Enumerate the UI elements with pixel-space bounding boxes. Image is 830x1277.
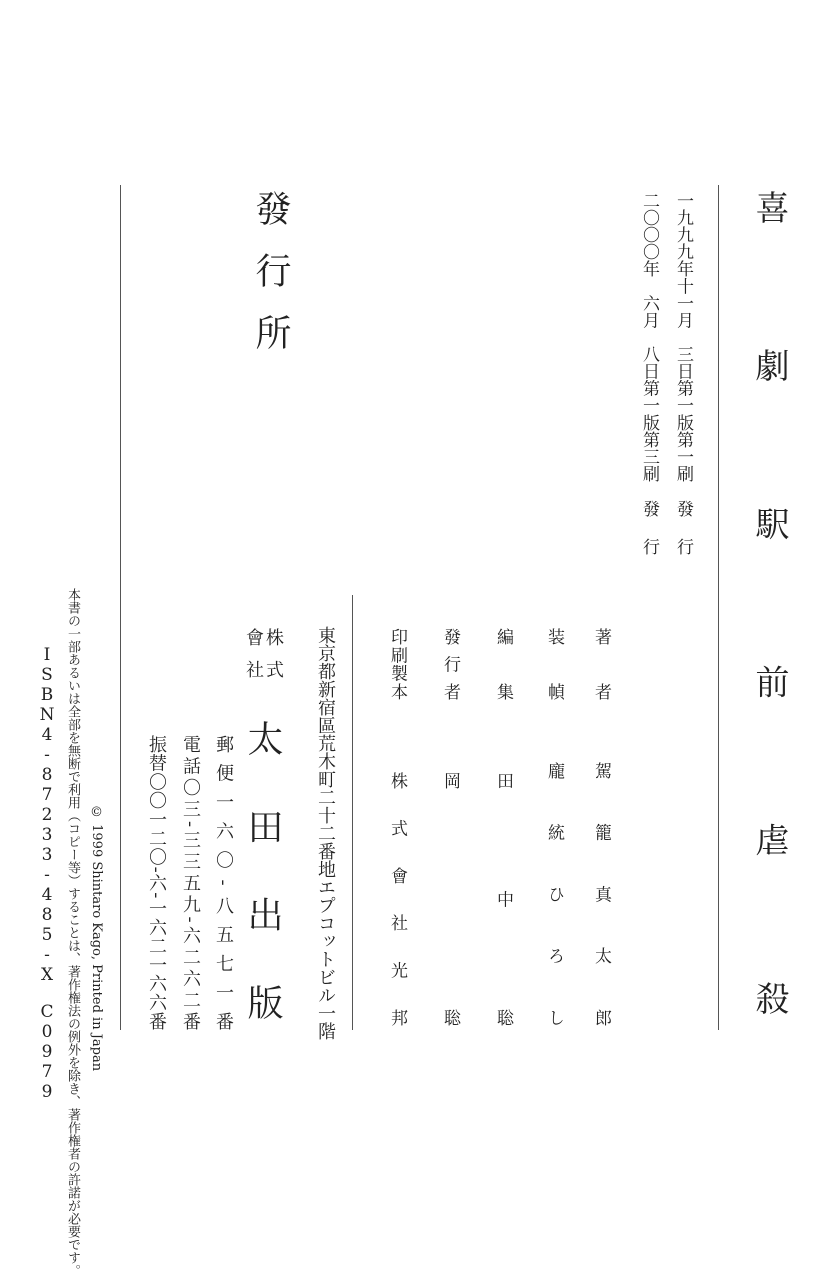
book-title: 喜劇駅前虐殺: [749, 190, 789, 1015]
credit-printer-name: 株式會社光邦: [387, 772, 407, 1026]
divider-middle: [352, 595, 353, 1030]
print-date-2: 二〇〇〇年 六月 八日第一版第三刷: [639, 192, 659, 482]
publisher-phone: 電話〇三-三三五九-六二六二番: [180, 735, 201, 1030]
publisher-name: 太田出版: [242, 720, 283, 1020]
publisher-postal: 郵便一六〇-八五七一番: [213, 735, 234, 1030]
credit-design-role: 装幀: [544, 628, 564, 700]
copyright: © 1999 Shintaro Kago, Printed in Japan: [89, 805, 104, 1072]
divider-left: [120, 185, 121, 1030]
print-action-1: 發行: [673, 500, 693, 555]
publisher-transfer: 振替〇〇一二〇-六-一六二一六六番: [146, 735, 167, 1030]
legal-notice: 本書の一部あるいは全部を無断で利用（コピー等）することは、著作権法の例外を除き、著作権者の許諾が必要です。: [65, 588, 80, 1277]
print-date-1: 一九九九年十一月 三日第一版第一刷: [673, 192, 693, 482]
credit-publisher-role: 發行者: [440, 628, 460, 700]
isbn: ISBN4-87233-485-X C0979: [37, 645, 57, 1102]
publisher-heading: 發行所: [250, 190, 291, 350]
credit-author-role: 著者: [591, 628, 611, 700]
credit-printer-role: 印刷製本: [387, 628, 407, 700]
credit-editor-name: 田中聡: [493, 772, 513, 1026]
credit-design-name: 龐統ひろし: [544, 762, 564, 1026]
credit-editor-role: 編集: [493, 628, 513, 700]
publisher-address: 東京都新宿區荒木町二十二番地エプコットビル一階: [315, 626, 336, 1040]
credit-publisher-name: 岡聡: [440, 772, 460, 1026]
divider-right: [718, 185, 719, 1030]
credit-author-name: 駕籠真太郎: [591, 762, 611, 1026]
company-type-2: 會社: [243, 628, 264, 678]
print-action-2: 發行: [639, 500, 659, 555]
company-type-1: 株式: [263, 628, 284, 678]
